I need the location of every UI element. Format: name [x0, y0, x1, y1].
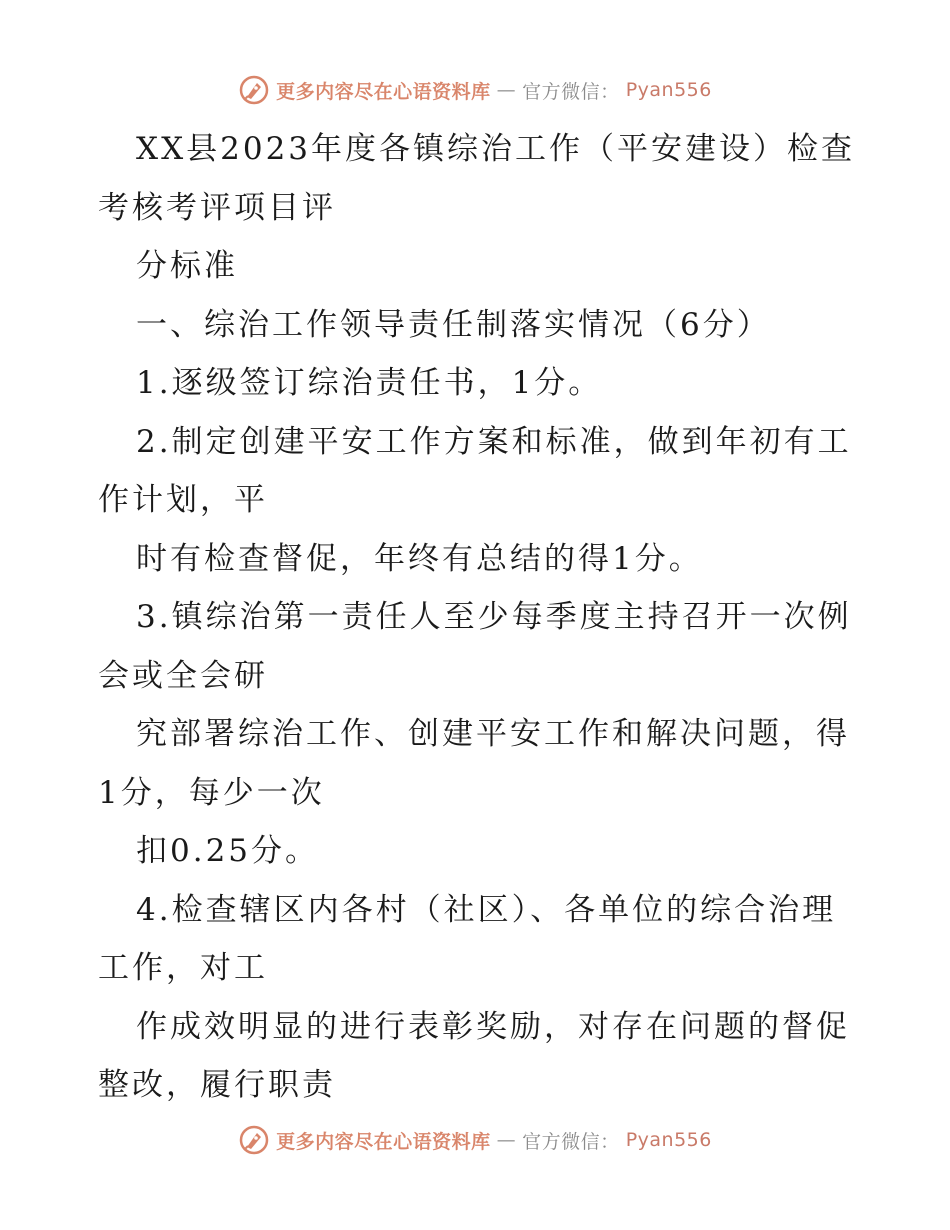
watermark-main-text: 更多内容尽在心语资料库 [276, 1130, 491, 1153]
item-1: 1.逐级签订综治责任书，1分。 [136, 365, 603, 401]
item-4-line-1: 4.检查辖区内各村（社区）、各单位的综合治理 [136, 891, 837, 928]
watermark-main-text: 更多内容尽在心语资料库 [276, 80, 491, 103]
item-2-line-1: 2.制定创建平安工作方案和标准，做到年初有工 [136, 423, 852, 460]
item-2-line-3: 时有检查督促，年终有总结的得1分。 [136, 540, 703, 577]
item-2-line-2: 作计划，平 [98, 482, 268, 518]
doc-title-line-3: 分标准 [136, 248, 238, 284]
pen-nib-icon [238, 1124, 270, 1156]
pen-nib-icon [238, 74, 270, 106]
watermark-header [0, 70, 950, 110]
item-3-line-1: 3.镇综治第一责任人至少每季度主持召开一次例 [136, 599, 852, 635]
item-4-line-3: 作成效明显的进行表彰奖励，对存在问题的督促 [136, 1008, 850, 1045]
section-heading: 一、综治工作领导责任制落实情况（6分） [136, 306, 771, 343]
watermark-footer [0, 1120, 950, 1160]
watermark-official-label: 官方微信： [522, 1130, 620, 1153]
item-3-line-3: 究部署综治工作、创建平安工作和解决问题，得 [136, 716, 850, 752]
doc-title-line-2: 考核考评项目评 [98, 189, 336, 226]
watermark-account-id: Pyan556 [625, 79, 712, 101]
doc-title-line-1: XX县2023年度各镇综治工作（平安建设）检查 [136, 131, 856, 167]
item-3-line-2: 会或全会研 [98, 657, 268, 694]
item-3-line-4: 1分，每少一次 [98, 774, 325, 811]
item-4-line-4: 整改，履行职责 [98, 1067, 336, 1103]
watermark-separator: — [496, 79, 517, 101]
item-4-line-2: 工作，对工 [98, 950, 268, 986]
watermark-separator: — [496, 1129, 517, 1151]
watermark-account-id: Pyan556 [625, 1129, 712, 1151]
item-3-line-5: 扣0.25分。 [136, 833, 320, 869]
document-body [98, 120, 858, 1115]
watermark-official-label: 官方微信： [522, 80, 620, 103]
